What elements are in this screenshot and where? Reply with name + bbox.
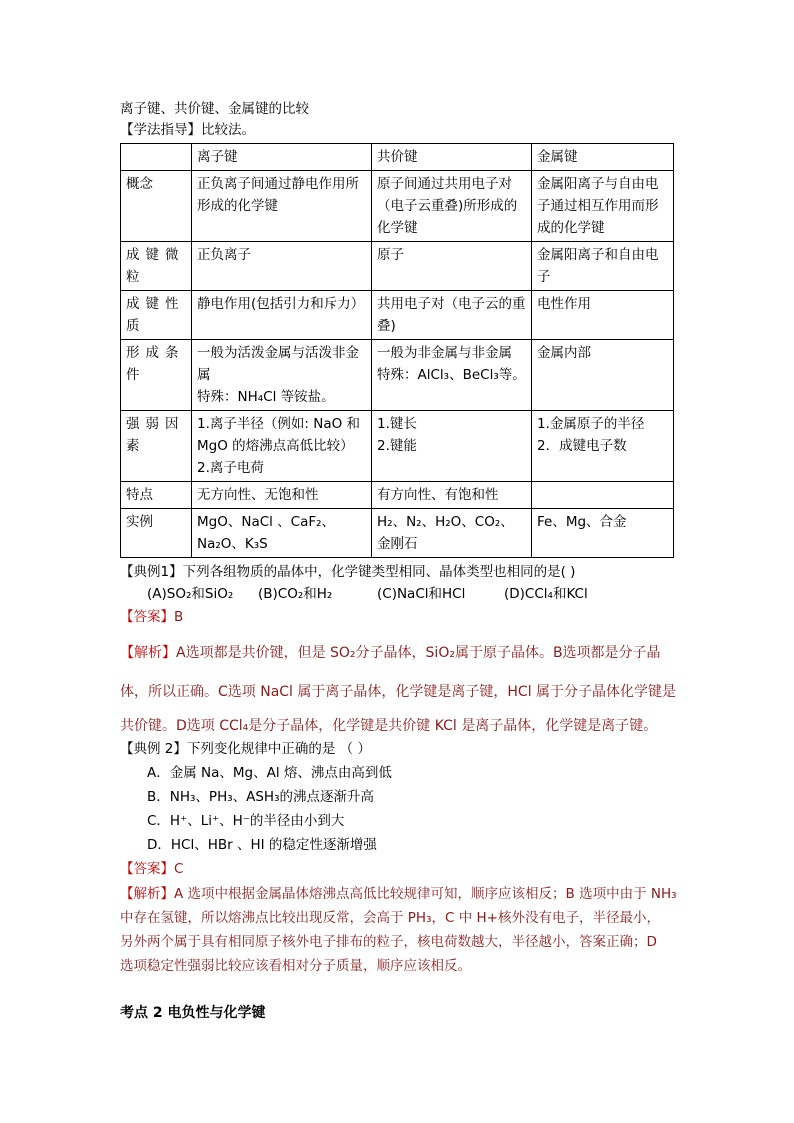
example2-analysis-line: [120, 884, 677, 904]
analysis-tag: 【解析】: [120, 886, 174, 902]
table-cell: 正负离子间通过静电作用所形成的化学键: [192, 171, 372, 242]
analysis-tag: 【解析】: [120, 645, 176, 661]
table-row: [121, 509, 674, 558]
table-header-cell: 离子键: [192, 144, 372, 171]
cell-line: 1.离子半径（例如: NaO 和 MgO 的熔沸点高低比较）: [197, 416, 361, 454]
table-cell: Fe、Mg、合金: [532, 509, 674, 558]
row-label: 特点: [121, 482, 192, 509]
row-label: 形成条件: [121, 340, 192, 411]
section-heading: 离子键、共价键、金属键的比较: [120, 101, 309, 117]
answer-value: B: [174, 609, 184, 625]
table-cell: H₂、N₂、H₂O、CO₂、金刚石: [372, 509, 532, 558]
table-cell: MgO、NaCl 、CaF₂、Na₂O、K₃S: [192, 509, 372, 558]
example1-option: (A)SO₂和SiO₂: [147, 586, 234, 602]
table-cell: 原子: [372, 242, 532, 291]
table-cell: 正负离子: [192, 242, 372, 291]
example2-analysis-line: 选项稳定性强弱比较应该看相对分子质量，顺序应该相反。: [120, 958, 471, 974]
cell-line: 特殊：AlCl₃、BeCl₃等。: [377, 367, 526, 383]
example1-analysis-line: 体，所以正确。C选项 NaCl 属于离子晶体，化学键是离子键，HCl 属于分子晶体化学键是: [120, 684, 677, 700]
answer-tag: 【答案】: [120, 861, 174, 877]
cell-line: 2．成键电子数: [537, 438, 627, 454]
table-cell: [532, 482, 674, 509]
table-cell: 金属阳离子和自由电子: [532, 242, 674, 291]
table-cell: 共用电子对（电子云的重叠): [372, 291, 532, 340]
table-row: [121, 411, 674, 482]
cell-line: 1.键长: [377, 416, 417, 432]
example1-option: (C)NaCl和HCl: [377, 586, 466, 602]
example1-option: (B)CO₂和H₂: [258, 586, 333, 602]
example1-answer: [120, 607, 183, 627]
method-note: 【学法指导】比较法。: [120, 122, 255, 138]
row-label: 实例: [121, 509, 192, 558]
example1-title: 【典例1】下列各组物质的晶体中，化学键类型相同、晶体类型也相同的是( ): [120, 564, 576, 580]
analysis-text: A选项都是共价键，但是 SO₂分子晶体，SiO₂属于原子晶体。B选项都是分子晶: [176, 645, 661, 661]
table-cell: [192, 340, 372, 411]
example2-option: A．金属 Na、Mg、Al 熔、沸点由高到低: [147, 765, 392, 781]
comparison-table: [120, 143, 674, 558]
example1-analysis-line: [120, 643, 661, 663]
analysis-text: A 选项中根据金属晶体熔沸点高低比较规律可知，顺序应该相反；B 选项中由于 NH₃: [174, 886, 677, 902]
table-row: [121, 171, 674, 242]
table-cell: 电性作用: [532, 291, 674, 340]
table-cell: [372, 411, 532, 482]
table-header-cell: 共价键: [372, 144, 532, 171]
table-cell: 有方向性、有饱和性: [372, 482, 532, 509]
example2-answer: [120, 859, 183, 879]
table-row: [121, 482, 674, 509]
example2-option: B．NH₃、PH₃、ASH₃的沸点逐渐升高: [147, 789, 374, 805]
table-row: [121, 242, 674, 291]
table-cell: 金属阳离子与自由电子通过相互作用而形成的化学键: [532, 171, 674, 242]
table-cell: 无方向性、无饱和性: [192, 482, 372, 509]
cell-line: 一般为非金属与非金属: [377, 345, 512, 361]
example2-option: D．HCl、HBr 、HI 的稳定性逐渐增强: [147, 837, 377, 853]
table-cell: [372, 340, 532, 411]
table-cell: 金属内部: [532, 340, 674, 411]
cell-line: 2.离子电荷: [197, 460, 264, 476]
table-cell: [532, 411, 674, 482]
table-cell: 原子间通过共用电子对（电子云重叠)所形成的化学键: [372, 171, 532, 242]
example2-title: 【典例 2】下列变化规律中正确的是 （ ）: [120, 741, 371, 757]
cell-line: 特殊：NH₄Cl 等铵盐。: [197, 389, 335, 405]
row-label: 概念: [121, 171, 192, 242]
cell-line: 一般为活泼金属与活泼非金属: [197, 345, 359, 383]
table-cell: 静电作用(包括引力和斥力）: [192, 291, 372, 340]
row-label: 成键性质: [121, 291, 192, 340]
table-cell: [192, 411, 372, 482]
cell-line: 1.金属原子的半径: [537, 416, 645, 432]
table-header-row: [121, 144, 674, 171]
example1-option: (D)CCl₄和KCl: [504, 586, 588, 602]
example2-analysis-line: 中存在氢键，所以熔沸点比较出现反常，会高于 PH₃，C 中 H+核外没有电子，半径最小，: [120, 910, 660, 926]
row-label: 强弱因素: [121, 411, 192, 482]
table-header-cell: [121, 144, 192, 171]
example2-option: C．H⁺、Li⁺、H⁻的半径由小到大: [147, 813, 345, 829]
section-title: 考点 2 电负性与化学键: [120, 1005, 266, 1021]
example2-analysis-line: 另外两个属于具有相同原子核外电子排布的粒子，核电荷数越大，半径越小，答案正确；D: [120, 934, 657, 950]
example1-analysis-line: 共价键。D选项 CCl₄是分子晶体，化学键是共价键 KCl 是离子晶体，化学键是离子键。: [120, 718, 658, 734]
answer-value: C: [174, 861, 184, 877]
table-header-cell: 金属键: [532, 144, 674, 171]
cell-line: 2.键能: [377, 438, 417, 454]
row-label: 成键微粒: [121, 242, 192, 291]
table-row: [121, 291, 674, 340]
table-row: [121, 340, 674, 411]
answer-tag: 【答案】: [120, 609, 174, 625]
